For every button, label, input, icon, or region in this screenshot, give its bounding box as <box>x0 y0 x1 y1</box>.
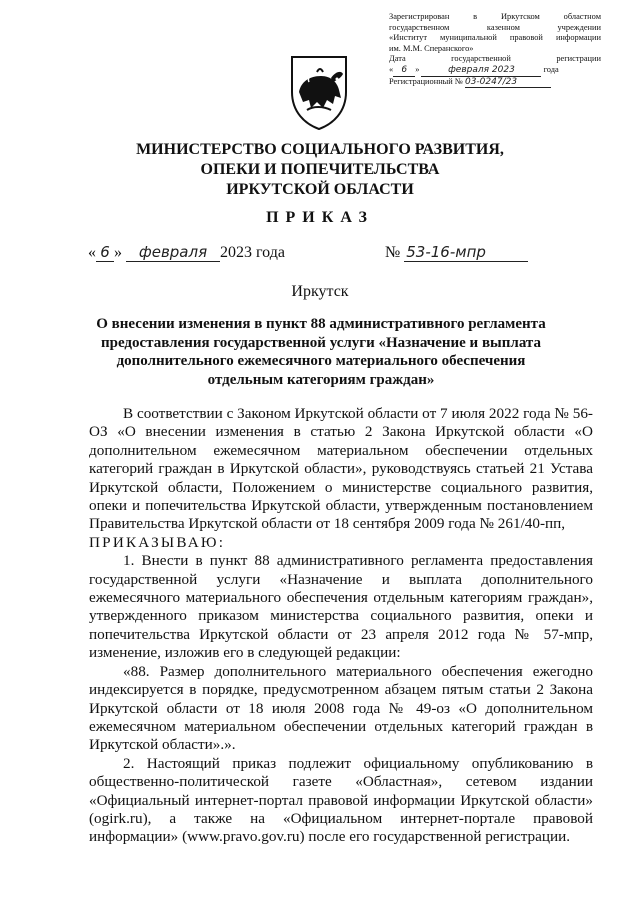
registration-line-3: «Институт муниципальной правовой информации <box>389 33 601 43</box>
order-subject-title: О внесении изменения в пункт 88 административного регламента предоставления государственной услуги «Назначение и выплата дополнительного ежемесячного материального обеспечения отдельным категориям граждан» <box>96 316 546 388</box>
ministry-line-1: МИНИСТЕРСТВО СОЦИАЛЬНОГО РАЗВИТИЯ, <box>136 141 504 158</box>
ministry-line-2: ОПЕКИ И ПОПЕЧИТЕЛЬСТВА <box>200 161 440 178</box>
command-word: ПРИКАЗЫВАЮ: <box>89 533 226 551</box>
order-date-year: 2023 года <box>220 244 285 261</box>
registration-date-month: февраля 2023 <box>421 65 541 77</box>
registration-date-day: 6 <box>393 65 415 77</box>
order-date: « 6 » февраля 2023 года <box>88 243 285 261</box>
paragraph-new-text: «88. Размер дополнительного материального обеспечения ежегодно индексируется в порядке, предусмотренном абзацем пятым статьи 2 Закона Иркутской области от 18 июля 2008 года № 49-оз «О дополнительном ежемесячном материальном обеспечении отдельных категорий граждан в Иркутской области».». <box>89 662 593 754</box>
order-date-month: февраля <box>126 243 220 262</box>
order-date-day: 6 <box>96 243 114 262</box>
city-name: Иркутск <box>291 283 349 300</box>
registration-number-value: 03-0247/23 <box>465 77 551 89</box>
document-type-title: ПРИКАЗ <box>266 209 374 226</box>
paragraph-item-2: 2. Настоящий приказ подлежит официальному опубликованию в общественно-политической газете «Областная», сетевом издании «Официальный интернет-портал правовой информации Иркутской области» (ogirk.ru), а также на «Официальном интернет-портале правовой информации» (www.pravo.gov.ru) после его государственной регистрации. <box>89 754 593 846</box>
paragraph-preamble: В соответствии с Законом Иркутской области от 7 июля 2022 года № 56-ОЗ «О внесении изменения в статью 2 Закона Иркутской области «О дополнительном ежемесячном материальном обеспечении отдельных категорий граждан в Иркутской области», руководствуясь статьей 21 Устава Иркутской области, Положением о министерстве социального развития, опеки и попечительства Иркутской области, утвержденным постановлением Правительства Иркутской области от 18 сентября 2009 года № 261/40-пп, <box>89 405 593 533</box>
order-number-value: 53-16-мпр <box>404 243 528 262</box>
ministry-name <box>0 140 640 200</box>
registration-line-2: государственном казенном учреждении <box>389 22 601 32</box>
order-number: № 53-16-мпр <box>385 243 528 262</box>
registration-number: Регистрационный № 03-0247/23 <box>389 77 601 89</box>
irkutsk-coat-of-arms-icon <box>287 52 351 132</box>
registration-line-4: им. М.М. Сперанского» <box>389 43 474 53</box>
document-body <box>89 405 593 847</box>
ministry-line-3: ИРКУТСКОЙ ОБЛАСТИ <box>226 181 414 198</box>
registration-date: « 6 » февраля 2023 года <box>389 64 559 75</box>
registration-stamp <box>389 12 601 88</box>
registration-line-5: Дата государственной регистрации <box>389 54 601 64</box>
paragraph-item-1: 1. Внести в пункт 88 административного регламента предоставления государственной услуги «Назначение и выплата дополнительного ежемесячного материального обеспечения отдельным категориям граждан», утвержденного приказом министерства социального развития, опеки и попечительства Иркутской области от 23 апреля 2012 года № 57-мпр, изменение, изложив его в следующей редакции: <box>89 552 593 662</box>
registration-line-1: Зарегистрирован в Иркутском областном <box>389 12 601 21</box>
